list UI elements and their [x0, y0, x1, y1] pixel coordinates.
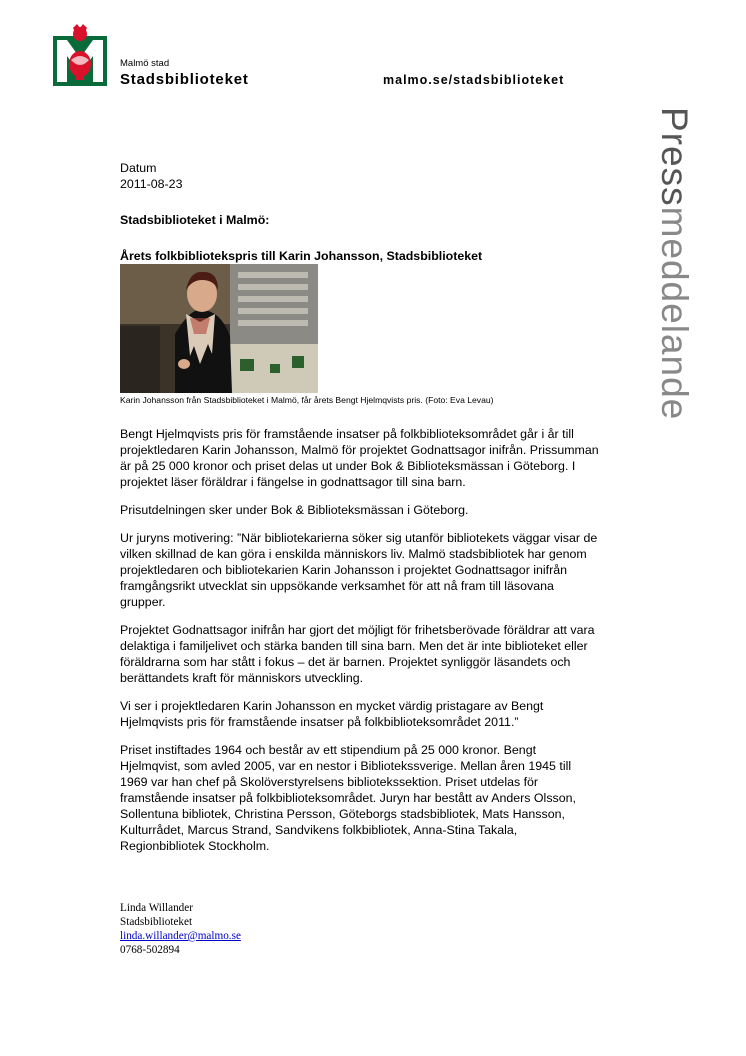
paragraph: Priset instiftades 1964 och består av ett stipendium på 25 000 kronor. Bengt Hjelmqvist, som avled 2005, var en nestor i Bibliotekssverige. Mellan åren 1945 till 1969 var han chef på Skolöverstyrelsens bibliotekssektion. Priset utdelas för framstående insatser på folkbiblioteksområdet. Juryn har bestått av Anders Olsson, Sollentuna bibliotek, Christina Persson, Göteborgs stadsbibliotek, Mats Hansson, Kulturrådet, Marcus Strand, Sandvikens folkbibliotek, Anna-Stina Takala, Regionbibliotek Stockholm. — [120, 743, 576, 853]
website-url[interactable]: malmo.se/stadsbiblioteket — [383, 73, 565, 87]
paragraph: Ur juryns motivering: ”När bibliotekarierna söker sig utanför bibliotekets väggar visar de vilken skillnad de kan göra i enskilda människors liv. Malmö stadsbibliotek har genom projektledaren och bibliotekarien Karin Johansson i projektet Godnattsagor inifrån framgångsrikt utvecklat sin uppsökande verksamhet för att nå fram till läsovana grupper. — [120, 531, 598, 609]
press-headline: Årets folkbibliotekspris till Karin Johansson, Stadsbiblioteket — [120, 249, 483, 263]
contact-email-link[interactable]: linda.willander@malmo.se — [120, 930, 241, 942]
org-small-label: Malmö stad — [120, 58, 170, 69]
photo-caption: Karin Johansson från Stadsbiblioteket i Malmö, får årets Bengt Hjelmqvists pris. (Foto: Eva Levau) — [120, 395, 494, 405]
signature-block — [120, 901, 241, 957]
contact-name: Linda Willander — [120, 902, 193, 914]
malmo-city-crest-logo — [53, 24, 107, 86]
press-release-side-label: Pressmeddelande — [654, 107, 695, 421]
paragraph: Prisutdelningen sker under Bok & Biblioteksmässan i Göteborg. — [120, 503, 469, 517]
photo — [120, 264, 600, 393]
paragraph: Vi ser i projektledaren Karin Johansson en mycket värdig pristagare av Bengt Hjelmqvists pris för framstående insatser på folkbiblioteksområdet 2011.” — [120, 699, 544, 729]
paragraph: Bengt Hjelmqvists pris för framstående insatser på folkbiblioteksområdet går i år till projektledaren Karin Johansson, Malmö för projektet Godnattsagor inifrån. Prissumman är på 25 000 kronor och priset delas ut under Bok & Biblioteksmässan i Göteborg. I projektet läser föräldrar i fängelse in godnattsagor till sina barn. — [120, 427, 599, 489]
press-heading: Stadsbiblioteket i Malmö: — [120, 213, 270, 227]
contact-phone: 0768-502894 — [120, 944, 180, 956]
date-value: 2011-08-23 — [120, 177, 183, 191]
contact-org: Stadsbiblioteket — [120, 916, 193, 928]
org-name: Stadsbiblioteket — [120, 71, 249, 88]
date-label: Datum — [120, 161, 157, 175]
paragraph: Projektet Godnattsagor inifrån har gjort det möjligt för frihetsberövade föräldrar att vara delaktiga i familjelivet och stärka banden till sina barn. Men det är inte biblioteket eller föräldrarna som har stått i fokus – det är barnen. Projektet synliggör läsandets och berättandets kraft för människors utveckling. — [120, 623, 595, 685]
press-release-body — [120, 160, 600, 866]
